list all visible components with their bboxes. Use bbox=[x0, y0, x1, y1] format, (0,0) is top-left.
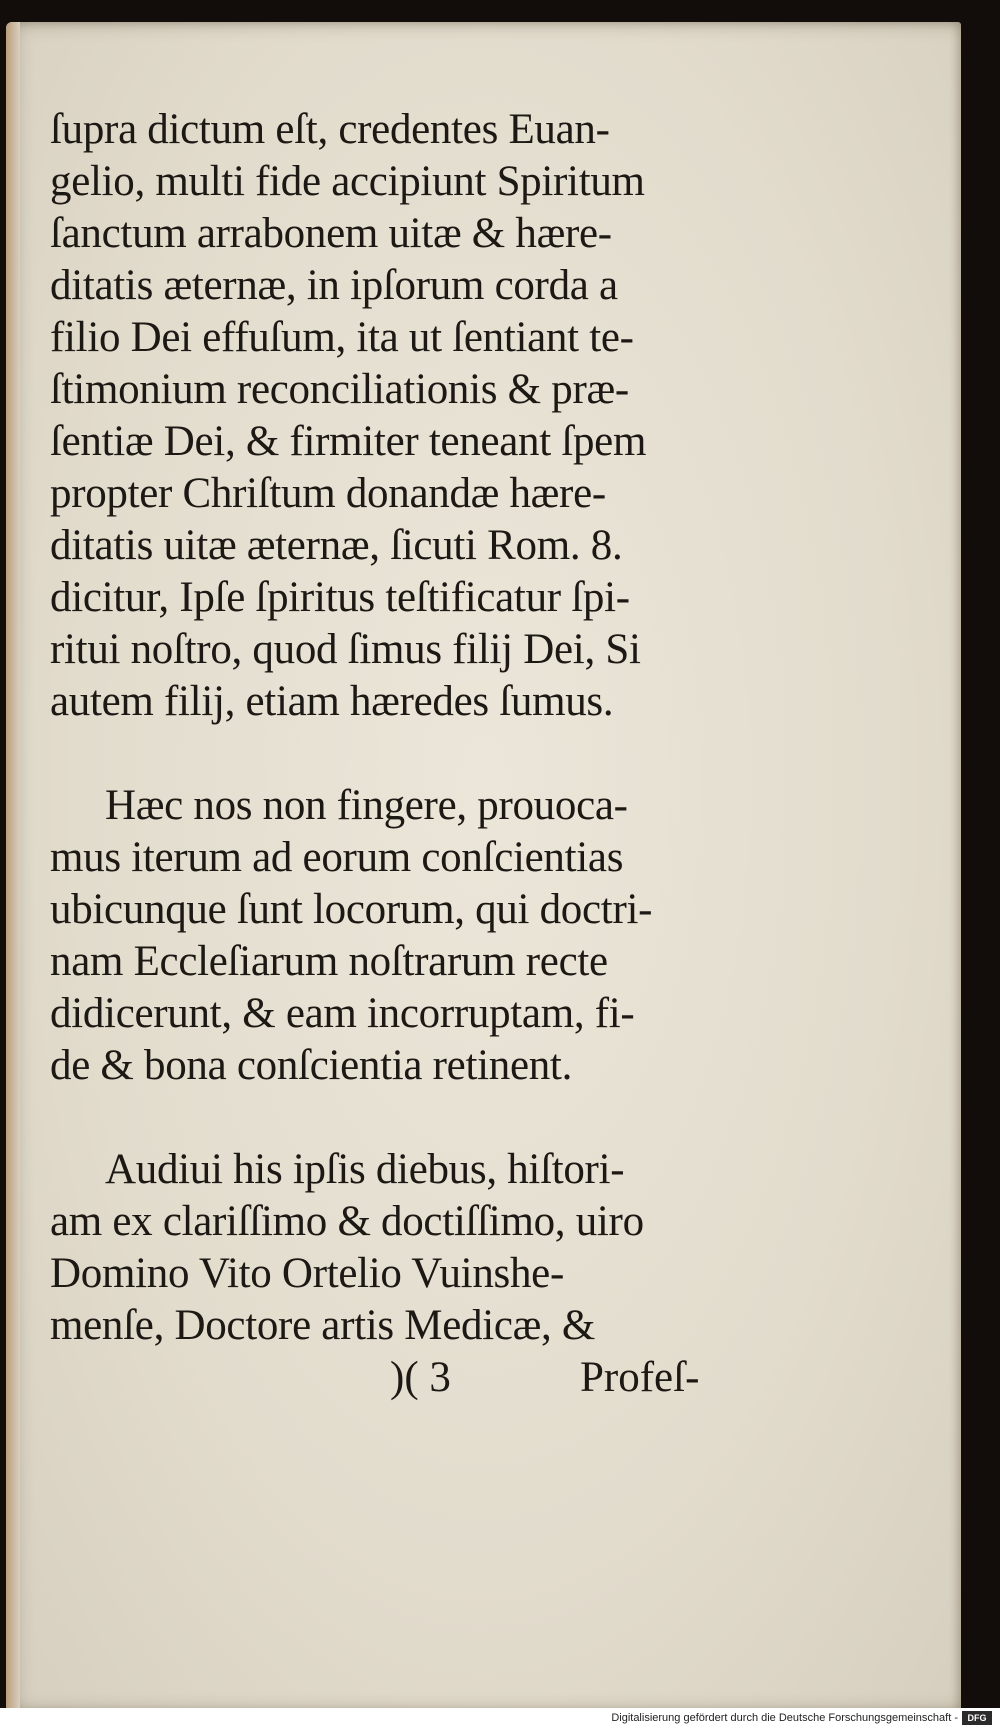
text-line: autem filij, etiam hæredes ſumus. bbox=[50, 678, 614, 725]
page-text bbox=[50, 104, 730, 1404]
text-line: menſe, Doctore artis Medicæ, & bbox=[50, 1302, 596, 1349]
text-line: ritui noſtro, quod ſimus filij Dei, Si bbox=[50, 626, 641, 673]
catchword: Profeſ- bbox=[580, 1354, 700, 1401]
text-line: gelio, multi fide accipiunt Spiritum bbox=[50, 158, 645, 205]
dfg-logo: DFG bbox=[962, 1711, 992, 1725]
page-footer-line bbox=[50, 1352, 730, 1404]
paragraph-gap bbox=[50, 728, 730, 780]
text-line: ſtimonium reconciliationis & præ- bbox=[50, 366, 629, 413]
text-line: Hæc nos non fingere, prouoca- bbox=[105, 782, 628, 829]
footer-credit: Digitalisierung gefördert durch die Deutsche Forschungsgemeinschaft - bbox=[611, 1712, 958, 1724]
page-gutter-edge bbox=[6, 22, 20, 1712]
text-line: didicerunt, & eam incorruptam, fi- bbox=[50, 990, 635, 1037]
text-line: ſupra dictum eſt, credentes Euan- bbox=[50, 106, 610, 153]
paragraph-3 bbox=[50, 1144, 730, 1352]
signature-mark: )( 3 bbox=[390, 1354, 451, 1401]
text-line: ditatis uitæ æternæ, ſicuti Rom. 8. bbox=[50, 522, 623, 569]
text-line: de & bona conſcientia retinent. bbox=[50, 1042, 573, 1089]
book-page bbox=[6, 22, 961, 1712]
text-line: filio Dei effuſum, ita ut ſentiant te- bbox=[50, 314, 634, 361]
text-line: ſanctum arrabonem uitæ & hære- bbox=[50, 210, 612, 257]
digitization-footer bbox=[0, 1708, 1000, 1730]
paragraph-2 bbox=[50, 780, 730, 1092]
text-line: ditatis æternæ, in ipſorum corda a bbox=[50, 262, 618, 309]
text-line: ſentiæ Dei, & firmiter teneant ſpem bbox=[50, 418, 647, 465]
text-line: ubicunque ſunt locorum, qui doctri- bbox=[50, 886, 653, 933]
text-line: nam Eccleſiarum noſtrarum recte bbox=[50, 938, 608, 985]
text-line: Domino Vito Ortelio Vuinshe- bbox=[50, 1250, 564, 1297]
paragraph-1 bbox=[50, 104, 730, 728]
paragraph-gap bbox=[50, 1092, 730, 1144]
text-line: am ex clariſſimo & doctiſſimo, uiro bbox=[50, 1198, 644, 1245]
text-line: mus iterum ad eorum conſcientias bbox=[50, 834, 624, 881]
text-line: dicitur, Ipſe ſpiritus teſtificatur ſpi- bbox=[50, 574, 630, 621]
text-line: propter Chriſtum donandæ hære- bbox=[50, 470, 606, 517]
text-line: Audiui his ipſis diebus, hiſtori- bbox=[105, 1146, 625, 1193]
